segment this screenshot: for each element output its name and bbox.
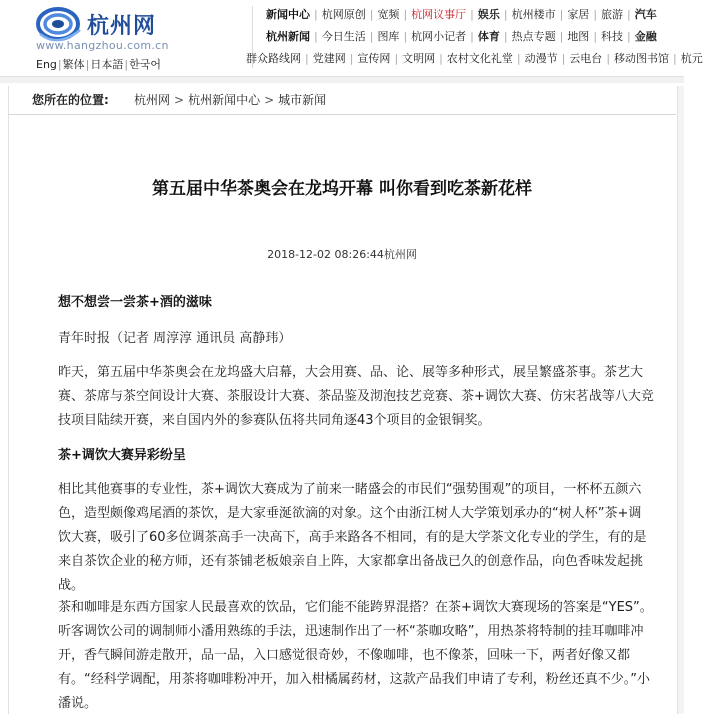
channel-nav-link[interactable]: 动漫节 xyxy=(524,52,558,65)
channel-nav-link[interactable]: 杭元 xyxy=(680,52,703,65)
channel-nav-link[interactable]: 娱乐 xyxy=(477,8,500,21)
article-subhead-1: 想不想尝一尝茶+酒的滋味 xyxy=(58,295,212,310)
channel-nav-link[interactable]: 群众路线网 xyxy=(246,52,301,65)
article-paragraph-3 xyxy=(58,596,654,716)
channel-nav-link[interactable]: 党建网 xyxy=(312,52,346,65)
nav-separator: | xyxy=(369,8,374,21)
channel-nav-link[interactable]: 宽频 xyxy=(377,8,400,21)
channel-nav xyxy=(246,4,703,70)
language-bar: Eng|繁体|日本語|한국어 xyxy=(36,58,161,71)
channel-nav-link[interactable]: 地图 xyxy=(567,30,590,43)
article-meta: 2018-12-02 08:26:44杭州网 xyxy=(267,248,417,261)
article-subhead-2: 茶+调饮大赛异彩纷呈 xyxy=(58,448,186,463)
logo-swirl-icon xyxy=(36,4,86,44)
lang-english[interactable]: Eng xyxy=(36,58,57,71)
nav-separator: | xyxy=(606,52,611,65)
nav-separator: | xyxy=(403,30,408,43)
channel-nav-link[interactable]: 杭网小记者 xyxy=(411,30,467,43)
breadcrumb-separator: > xyxy=(174,93,185,107)
lang-korean[interactable]: 한국어 xyxy=(129,58,161,71)
logo-text: 杭州网 xyxy=(87,14,157,39)
channel-nav-link[interactable]: 杭州新闻 xyxy=(266,30,310,43)
site-url: www.hangzhou.com.cn xyxy=(36,39,169,52)
nav-separator: | xyxy=(503,8,508,21)
breadcrumb-item-news-center[interactable]: 杭州新闻中心 xyxy=(188,93,261,107)
nav-separator: | xyxy=(470,8,474,21)
channel-nav-link[interactable]: 宣传网 xyxy=(357,52,391,65)
lang-japanese[interactable]: 日本語 xyxy=(90,58,124,71)
channel-nav-link[interactable]: 杭网原创 xyxy=(321,8,366,21)
nav-separator: | xyxy=(561,52,566,65)
paragraph-text: 相比其他赛事的专业性，茶+调饮大赛成为了前来一睹盛会的市民们“强势围观”的项目，一杯杯五颜六色，造型颇像鸡尾酒的茶饮，是大家垂涎欲滴的对象。这个由浙江树人大学策划承办的“树人杯”茶+调饮大赛，吸引了60多位调茶高手一决高下，高手来路各不相同，有的是大学茶文化专业的学生，有的是来自茶饮企业的秘方师，还有茶铺老板娘亲自上阵，大家都拿出备战已久的创意作品，向色香味发起挑战。 xyxy=(58,482,647,593)
header-separator xyxy=(0,76,684,83)
nav-separator: | xyxy=(627,8,631,21)
channel-nav-link[interactable]: 杭网议事厅 xyxy=(411,8,467,21)
nav-separator: | xyxy=(593,8,598,21)
breadcrumb-separator: > xyxy=(264,93,275,107)
breadcrumb-label: 您所在的位置: xyxy=(32,93,109,107)
channel-nav-link[interactable]: 图库 xyxy=(377,30,400,43)
nav-separator: | xyxy=(470,30,474,43)
nav-separator: | xyxy=(559,8,564,21)
channel-nav-link[interactable]: 云电台 xyxy=(569,52,603,65)
breadcrumb-item-hangzhou[interactable]: 杭州网 xyxy=(134,93,171,107)
channel-nav-link[interactable]: 新闻中心 xyxy=(266,8,310,21)
channel-nav-link[interactable]: 今日生活 xyxy=(321,30,366,43)
article-paragraph-2 xyxy=(58,478,654,598)
channel-nav-row-2 xyxy=(264,26,684,48)
article-byline: 青年时报（记者 周淳淳 通讯员 高静玮） xyxy=(58,331,292,346)
channel-nav-link[interactable]: 汽车 xyxy=(634,8,657,21)
nav-separator: | xyxy=(369,30,374,43)
breadcrumb-links xyxy=(134,86,326,114)
nav-separator: | xyxy=(439,52,443,65)
channel-nav-row-3 xyxy=(244,48,703,70)
nav-separator: | xyxy=(314,30,318,43)
nav-separator: | xyxy=(503,30,508,43)
nav-separator: | xyxy=(394,52,399,65)
paragraph-text: 茶和咖啡是东西方国家人民最喜欢的饮品，它们能不能跨界混搭？在茶+调饮大赛现场的答案是“YES”。听客调饮公司的调制师小潘用熟练的手法，迅速制作出了一杯“茶咖攻略”，用热茶将特制的挂耳咖啡冲开，香气瞬间游走散开，品一品，入口感觉很奇妙，不像咖啡，也不像茶，回味一下，两者好像又都有。“经科学调配，用茶将咖啡粉冲开，加入柑橘属药材，这款产品我们申请了专利，粉丝还真不少。”小潘说。 xyxy=(58,600,653,711)
nav-separator: | xyxy=(559,30,564,43)
channel-nav-link[interactable]: 杭州楼市 xyxy=(511,8,556,21)
breadcrumb-item-city-news[interactable]: 城市新闻 xyxy=(278,93,327,107)
channel-nav-link[interactable]: 移动图书馆 xyxy=(614,52,670,65)
article-paragraph-1 xyxy=(58,361,654,433)
nav-separator: | xyxy=(673,52,677,65)
channel-nav-link[interactable]: 体育 xyxy=(477,30,500,43)
channel-nav-link[interactable]: 文明网 xyxy=(402,52,436,65)
nav-separator: | xyxy=(305,52,309,65)
nav-separator: | xyxy=(349,52,354,65)
paragraph-text: 昨天，第五届中华茶奥会在龙坞盛大启幕，大会用赛、品、论、展等多种形式，展呈繁盛茶事。茶艺大赛、茶席与茶空间设计大赛、茶服设计大赛、茶品鉴及沏泡技艺竞赛、茶+调饮大赛、仿宋茗战等八大竞技项目陆续开赛，来自国内外的参赛队伍将共同角逐43个项目的金银铜奖。 xyxy=(58,365,654,428)
breadcrumb xyxy=(8,86,676,115)
channel-nav-link[interactable]: 旅游 xyxy=(601,8,624,21)
nav-separator: | xyxy=(516,52,521,65)
lang-traditional-chinese[interactable]: 繁体 xyxy=(62,58,85,71)
channel-nav-link[interactable]: 科技 xyxy=(601,30,624,43)
nav-separator: | xyxy=(627,30,631,43)
channel-nav-link[interactable]: 农村文化礼堂 xyxy=(446,52,513,65)
channel-nav-link[interactable]: 家居 xyxy=(567,8,590,21)
site-header xyxy=(0,0,703,76)
nav-separator: | xyxy=(593,30,598,43)
channel-nav-link[interactable]: 金融 xyxy=(634,30,657,43)
page-side-gutter xyxy=(678,86,684,714)
channel-nav-link[interactable]: 热点专题 xyxy=(511,30,556,43)
nav-separator: | xyxy=(314,8,318,21)
channel-nav-row-1 xyxy=(264,4,684,26)
nav-separator: | xyxy=(403,8,408,21)
article-title: 第五届中华茶奥会在龙坞开幕 叫你看到吃茶新花样 xyxy=(152,179,532,199)
